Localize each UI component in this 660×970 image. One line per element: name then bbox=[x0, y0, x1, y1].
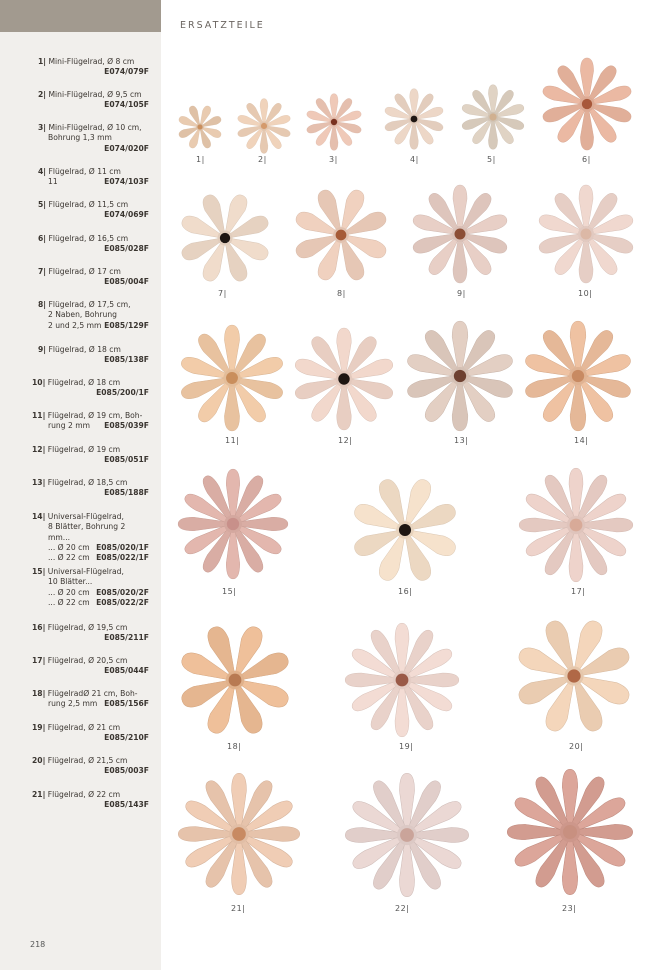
wheel-image bbox=[460, 84, 526, 150]
list-item: 4| Flügelrad, Ø 11 cm 11 E074/103F bbox=[38, 167, 149, 187]
wheel-caption: 19| bbox=[399, 742, 414, 751]
wheel-image bbox=[410, 184, 510, 284]
list-item: 15| Universal-Flügelrad, 10 Blätter... ... Ø 20 cm E085/020/2F ... Ø 22 cm E085/022/2F bbox=[32, 567, 149, 607]
wheel-image bbox=[178, 324, 286, 432]
list-item: 16| Flügelrad, Ø 19,5 cm E085/211F bbox=[32, 623, 149, 643]
wheel-hub bbox=[261, 123, 267, 129]
wheel-caption: 9| bbox=[457, 289, 466, 298]
wheel-caption: 20| bbox=[569, 742, 584, 751]
wheel-caption: 16| bbox=[398, 587, 413, 596]
wheel-image bbox=[350, 475, 460, 585]
wheel-hub bbox=[454, 370, 466, 382]
wheel-hub bbox=[563, 825, 577, 839]
list-item: 11| Flügelrad, Ø 19 cm, Boh- rung 2 mm E085/039F bbox=[32, 411, 149, 431]
wheel-hub bbox=[399, 524, 411, 536]
list-item: 7| Flügelrad, Ø 17 cm E085/004F bbox=[38, 267, 149, 287]
wheel-caption: 3| bbox=[329, 155, 338, 164]
list-item: 12| Flügelrad, Ø 19 cm E085/051F bbox=[32, 445, 149, 465]
wheel-hub bbox=[411, 116, 418, 123]
wheel-hub bbox=[331, 119, 337, 125]
wheel-image bbox=[540, 57, 634, 151]
wheel-image bbox=[305, 93, 363, 151]
wheel-caption: 22| bbox=[395, 904, 410, 913]
wheel-image bbox=[404, 320, 516, 432]
wheel-image bbox=[514, 616, 634, 736]
wheel-hub bbox=[396, 674, 409, 687]
wheel-image bbox=[518, 467, 634, 583]
wheel-image bbox=[536, 184, 636, 284]
wheel-caption: 15| bbox=[222, 587, 237, 596]
wheel-hub bbox=[338, 373, 349, 384]
wheel-hub bbox=[232, 827, 246, 841]
wheel-hub bbox=[336, 230, 347, 241]
wheel-hub bbox=[220, 233, 230, 243]
wheel-image bbox=[344, 772, 470, 898]
wheel-hub bbox=[567, 669, 580, 682]
wheel-image bbox=[292, 327, 396, 431]
wheel-caption: 7| bbox=[218, 289, 227, 298]
list-item: 17| Flügelrad, Ø 20,5 cm E085/044F bbox=[32, 656, 149, 676]
list-item: 9| Flügelrad, Ø 18 cm E085/138F bbox=[38, 345, 149, 365]
wheel-hub bbox=[197, 124, 202, 129]
wheel-caption: 12| bbox=[338, 436, 353, 445]
wheel-caption: 6| bbox=[582, 155, 591, 164]
wheel-caption: 17| bbox=[571, 587, 586, 596]
wheel-caption: 5| bbox=[487, 155, 496, 164]
section-title: ERSATZTEILE bbox=[180, 20, 265, 31]
wheel-caption: 1| bbox=[196, 155, 205, 164]
wheel-hub bbox=[489, 113, 496, 120]
wheel-hub bbox=[582, 99, 592, 109]
list-item: 13| Flügelrad, Ø 18,5 cm E085/188F bbox=[32, 478, 149, 498]
wheel-image bbox=[236, 98, 292, 154]
wheel-image bbox=[177, 104, 223, 150]
wheel-image bbox=[506, 768, 634, 896]
wheel-image bbox=[383, 88, 445, 150]
list-item: 2| Mini-Flügelrad, Ø 9,5 cm E074/105F bbox=[38, 90, 149, 110]
wheel-hub bbox=[581, 229, 592, 240]
wheel-caption: 2| bbox=[258, 155, 267, 164]
wheel-caption: 14| bbox=[574, 436, 589, 445]
wheel-hub bbox=[455, 229, 466, 240]
list-item: 10| Flügelrad, Ø 18 cm E085/200/1F bbox=[32, 378, 149, 398]
list-item: 21| Flügelrad, Ø 22 cm E085/143F bbox=[32, 790, 149, 810]
wheel-caption: 8| bbox=[337, 289, 346, 298]
list-item: 6| Flügelrad, Ø 16,5 cm E085/028F bbox=[38, 234, 149, 254]
wheel-caption: 13| bbox=[454, 436, 469, 445]
wheel-caption: 18| bbox=[227, 742, 242, 751]
wheel-hub bbox=[229, 674, 242, 687]
wheel-hub bbox=[227, 518, 239, 530]
list-item: 8| Flügelrad, Ø 17,5 cm, 2 Naben, Bohrung 2 und 2,5 mm E085/129F bbox=[38, 300, 149, 330]
wheel-image bbox=[344, 622, 460, 738]
list-item: 1| Mini-Flügelrad, Ø 8 cm E074/079F bbox=[38, 57, 149, 77]
list-item: 3| Mini-Flügelrad, Ø 10 cm, Bohrung 1,3 mm E074/020F bbox=[38, 123, 149, 153]
wheel-hub bbox=[570, 519, 583, 532]
wheel-hub bbox=[572, 370, 584, 382]
wheel-hub bbox=[226, 372, 238, 384]
wheel-caption: 10| bbox=[578, 289, 593, 298]
wheel-image bbox=[522, 320, 634, 432]
list-item: 5| Flügelrad, Ø 11,5 cm E074/069F bbox=[38, 200, 149, 220]
wheel-image bbox=[292, 186, 390, 284]
wheel-caption: 23| bbox=[562, 904, 577, 913]
wheel-image bbox=[177, 468, 289, 580]
page-number: 218 bbox=[30, 940, 46, 949]
list-item: 20| Flügelrad, Ø 21,5 cm E085/003F bbox=[32, 756, 149, 776]
wheel-image bbox=[177, 772, 301, 896]
wheel-caption: 21| bbox=[231, 904, 246, 913]
wheel-image bbox=[177, 622, 293, 738]
list-item: 19| Flügelrad, Ø 21 cm E085/210F bbox=[32, 723, 149, 743]
list-item: 18| FlügelradØ 21 cm, Boh- rung 2,5 mm E085/156F bbox=[32, 689, 149, 709]
sidebar-header-bar bbox=[0, 0, 161, 32]
wheel-caption: 11| bbox=[225, 436, 240, 445]
wheel-hub bbox=[400, 828, 414, 842]
wheel-caption: 4| bbox=[410, 155, 419, 164]
wheel-image bbox=[178, 191, 272, 285]
list-item: 14| Universal-Flügelrad, 8 Blätter, Bohrung 2 mm... ... Ø 20 cm E085/020/1F ... Ø 22 cm E085/022/1F bbox=[32, 512, 149, 563]
